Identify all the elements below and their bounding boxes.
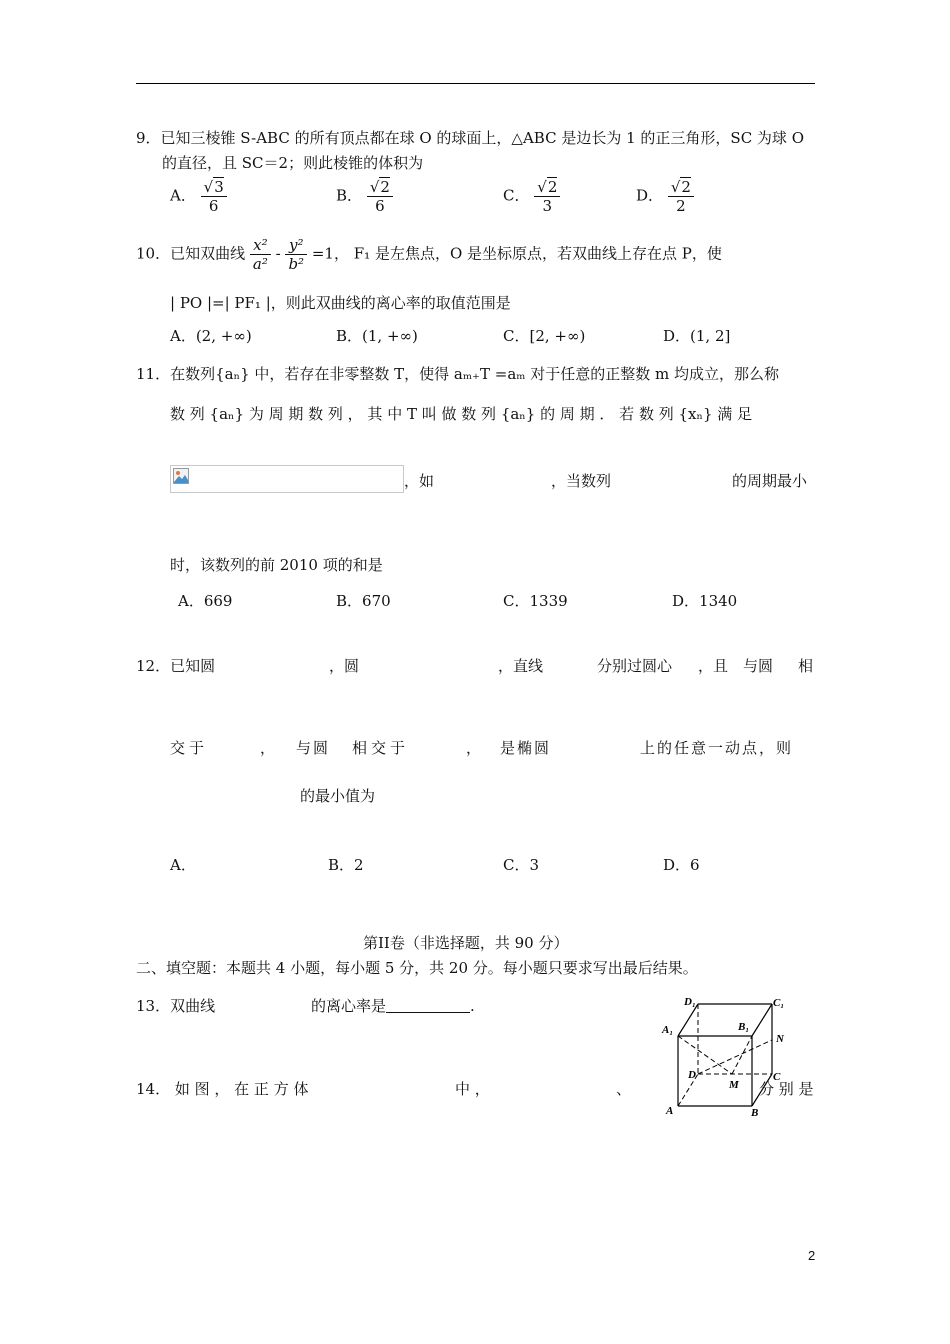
q11-frag-dang: ，当数列 bbox=[551, 472, 612, 490]
q11-option-c: C．1339 bbox=[503, 592, 568, 610]
cube-label-n: N bbox=[776, 1033, 784, 1045]
q13-answer-blank bbox=[386, 998, 470, 1013]
q12-p4: 分别过圆心 bbox=[597, 657, 673, 675]
broken-image-icon bbox=[173, 468, 189, 484]
q11-frag-zhouqi: 的周期最小 bbox=[732, 472, 808, 490]
q10-option-c: C．[2, +∞) bbox=[503, 327, 586, 345]
q14-d: 分 别 是 bbox=[759, 1080, 814, 1098]
q14-b: 中 ， bbox=[455, 1080, 490, 1098]
cube-label-d: D bbox=[688, 1069, 696, 1081]
q12-l2c: 与圆 bbox=[296, 739, 331, 757]
section2-instructions: 二、填空题：本题共 4 小题，每小题 5 分，共 20 分。每小题只要求写出最后结果。 bbox=[136, 959, 698, 977]
q10-option-b: B．(1, +∞) bbox=[336, 327, 418, 345]
broken-image-placeholder bbox=[170, 465, 404, 493]
q13-b: 的离心率是 . bbox=[311, 997, 475, 1015]
q12-l2f: 是椭圆 bbox=[500, 739, 552, 757]
q12-p3: ，直线 bbox=[498, 657, 544, 675]
q11-line1: 11．在数列{aₙ} 中，若存在非零整数 T，使得 aₘ₊T =aₘ 对于任意的正整数 m 均成立，那么称 bbox=[136, 365, 779, 383]
cube-diagram bbox=[656, 994, 796, 1124]
q9-line2: 的直径，且 SC＝2；则此棱锥的体积为 bbox=[162, 154, 424, 172]
q11-frag-ru: ，如 bbox=[404, 472, 435, 490]
header-rule bbox=[136, 83, 815, 84]
q14-a: 14． 如 图 ， 在 正 方 体 bbox=[136, 1080, 309, 1098]
q10-option-a: A．(2, +∞) bbox=[170, 327, 252, 345]
q9-option-a: A． $\frac{√3}{6}$ bbox=[170, 178, 227, 215]
section2-title: 第II卷（非选择题，共 90 分） bbox=[363, 934, 569, 952]
q10-option-d: D．(1, 2] bbox=[663, 327, 731, 345]
q12-p5: ，且 bbox=[698, 657, 729, 675]
q11-option-b: B．670 bbox=[336, 592, 391, 610]
q9-option-b: B． $\frac{√2}{6}$ bbox=[336, 178, 393, 215]
q12-l2g: 上的任意一动点，则 bbox=[640, 739, 794, 757]
cube-label-a1: A₁ bbox=[662, 1024, 674, 1036]
q11-line2: 数 列 {aₙ} 为 周 期 数 列 ， 其 中 T 叫 做 数 列 {aₙ} 的 周 期 ． 若 数 列 {xₙ} 满 足 bbox=[170, 405, 753, 423]
q12-l2b: ， bbox=[260, 739, 276, 757]
q10-condition: | PO |=| PF₁ |，则此双曲线的离心率的取值范围是 bbox=[170, 294, 511, 312]
cube-label-b1: B₁ bbox=[738, 1021, 750, 1033]
q12-l2a: 交于 bbox=[170, 739, 209, 757]
q12-p7: 相 bbox=[798, 657, 814, 675]
q9-option-c: C． $\frac{√2}{3}$ bbox=[503, 178, 560, 215]
q11-line4: 时，该数列的前 2010 项的和是 bbox=[170, 556, 383, 574]
cube-label-m: M bbox=[729, 1079, 739, 1091]
q9-line1: 9．已知三棱锥 S-ABC 的所有顶点都在球 O 的球面上，△ABC 是边长为 1 的正三角形，SC 为球 O bbox=[136, 129, 805, 147]
q12-l2e: ， bbox=[466, 739, 482, 757]
q12-l2d: 相交于 bbox=[352, 739, 410, 757]
q13-a: 13．双曲线 bbox=[136, 997, 216, 1015]
q9-option-d: D． $\frac{√2}{2}$ bbox=[636, 178, 694, 215]
q12-p1: 12．已知圆 bbox=[136, 657, 216, 675]
q14-c: 、 bbox=[616, 1080, 632, 1098]
cube-label-c1: C₁ bbox=[773, 997, 785, 1009]
cube-label-c: C bbox=[773, 1071, 781, 1083]
cube-label-a: A bbox=[666, 1105, 674, 1117]
cube-label-d1: D₁ bbox=[684, 996, 696, 1008]
page-number: 2 bbox=[808, 1248, 816, 1263]
q12-l3: 的最小值为 bbox=[300, 787, 376, 805]
q12-p2: ，圆 bbox=[329, 657, 360, 675]
q12-option-c: C．3 bbox=[503, 856, 540, 874]
q12-p6: 与圆 bbox=[743, 657, 774, 675]
q12-option-d: D．6 bbox=[663, 856, 700, 874]
q11-option-a: A．669 bbox=[178, 592, 233, 610]
q11-option-d: D．1340 bbox=[672, 592, 738, 610]
cube-label-b: B bbox=[751, 1107, 759, 1119]
q12-option-a: A． bbox=[170, 856, 196, 874]
q12-option-b: B．2 bbox=[328, 856, 364, 874]
q10-line1: 10．已知双曲线 $\frac{\text{x²}}{\text{a²}}$ - $\frac{\text{y²}}{\text{b²}}$ =1， F₁ 是左焦点，O 是坐标原点，若双曲线上存在点 P，使 bbox=[136, 236, 722, 273]
